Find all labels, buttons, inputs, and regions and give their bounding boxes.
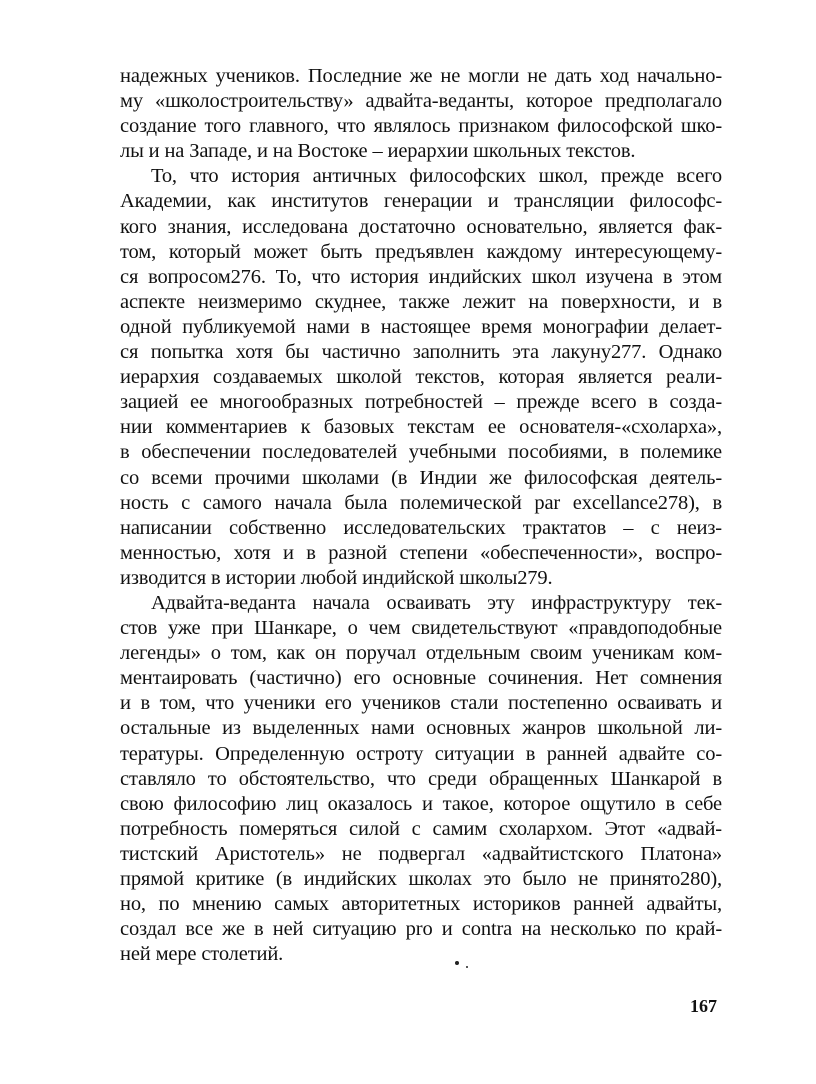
text-line: но, по мнению самых авторитетных историков ранней адвайты,: [120, 893, 722, 916]
text-line: нии комментариев к базовых текстам ее основателя-«схоларха»,: [120, 416, 722, 439]
print-speck: [466, 966, 468, 968]
text-line: зацией ее многообразных потребностей – прежде всего в созда-: [120, 391, 722, 414]
paragraph-1: [120, 64, 722, 164]
text-line: Академии, как институтов генерации и трансляции философс-: [120, 190, 722, 213]
text-line: менностью, хотя и в разной степени «обеспеченности», воспро-: [120, 541, 722, 564]
text-line: остальные из выделенных нами основных жанров школьной ли-: [120, 717, 722, 740]
text-line: надежных учеников. Последние же не могли не дать ход начально-: [120, 65, 722, 87]
text-line: свою философию лиц оказалось и такое, которое ощутило в себе: [120, 792, 722, 815]
text-line: тературы. Определенную остроту ситуации в ранней адвайте со-: [120, 742, 722, 765]
text-line: ментаировать (частично) его основные сочинения. Нет сомнения: [120, 667, 722, 690]
text-line: изводится в истории любой индийской школы279.: [120, 566, 553, 589]
text-line: том, который может быть предъявлен каждому интересующему-: [120, 240, 722, 263]
paragraph-2: [120, 164, 722, 591]
text-line: тистский Аристотель» не подвергал «адвайтистского Платона»: [120, 842, 722, 865]
text-line: легенды» о том, как он поручал отдельным своим ученикам ком-: [120, 642, 722, 665]
text-line: написании собственно исследовательских трактатов – с неиз-: [120, 516, 722, 539]
text-line: создание того главного, что являлось признаком философской шко-: [120, 115, 722, 138]
text-line: ней мере столетий.: [120, 943, 284, 966]
print-speck: [455, 961, 459, 965]
text-line: создал все же в ней ситуацию pro и contra на несколько по край-: [120, 918, 722, 941]
text-line: одной публикуемой нами в настоящее время монографии делает-: [120, 315, 722, 338]
text-line: ся попытка хотя бы частично заполнить эта лакуну277. Однако: [120, 341, 722, 364]
text-line: Адвайта-веданта начала осваивать эту инфраструктуру тек-: [151, 591, 722, 614]
text-line: потребность померяться силой с самим схолархом. Этот «адвай-: [120, 817, 722, 840]
text-line: прямой критике (в индийских школах это было не принято280),: [120, 868, 722, 890]
text-line: ся вопросом276. То, что история индийских школ изучена в этом: [120, 265, 722, 288]
text-line: ставляло то обстоятельство, что среди обращенных Шанкарой в: [120, 767, 722, 790]
body-text: [120, 64, 722, 967]
text-line: То, что история античных философских школ, прежде всего: [151, 165, 722, 188]
text-line: му «школостроительству» адвайта-веданты, которое предполагало: [120, 90, 722, 113]
page-number: 167: [690, 996, 717, 1016]
text-line: лы и на Западе, и на Востоке – иерархии школьных текстов.: [120, 140, 636, 163]
text-line: стов уже при Шанкаре, о чем свидетельствуют «правдоподобные: [120, 617, 722, 640]
text-line: кого знания, исследована достаточно основательно, является фак-: [120, 215, 722, 238]
text-line: со всеми прочими школами (в Индии же философская деятель-: [120, 466, 722, 489]
text-line: в обеспечении последователей учебными пособиями, в полемике: [120, 441, 722, 464]
text-line: аспекте неизмеримо скуднее, также лежит на поверхности, и в: [120, 290, 722, 313]
text-line: ность с самого начала была полемической par excellance278), в: [120, 491, 722, 514]
paragraph-3: [120, 591, 722, 967]
text-line: и в том, что ученики его учеников стали постепенно осваивать и: [120, 692, 722, 715]
text-line: иерархия создаваемых школой текстов, которая является реали-: [120, 366, 722, 389]
